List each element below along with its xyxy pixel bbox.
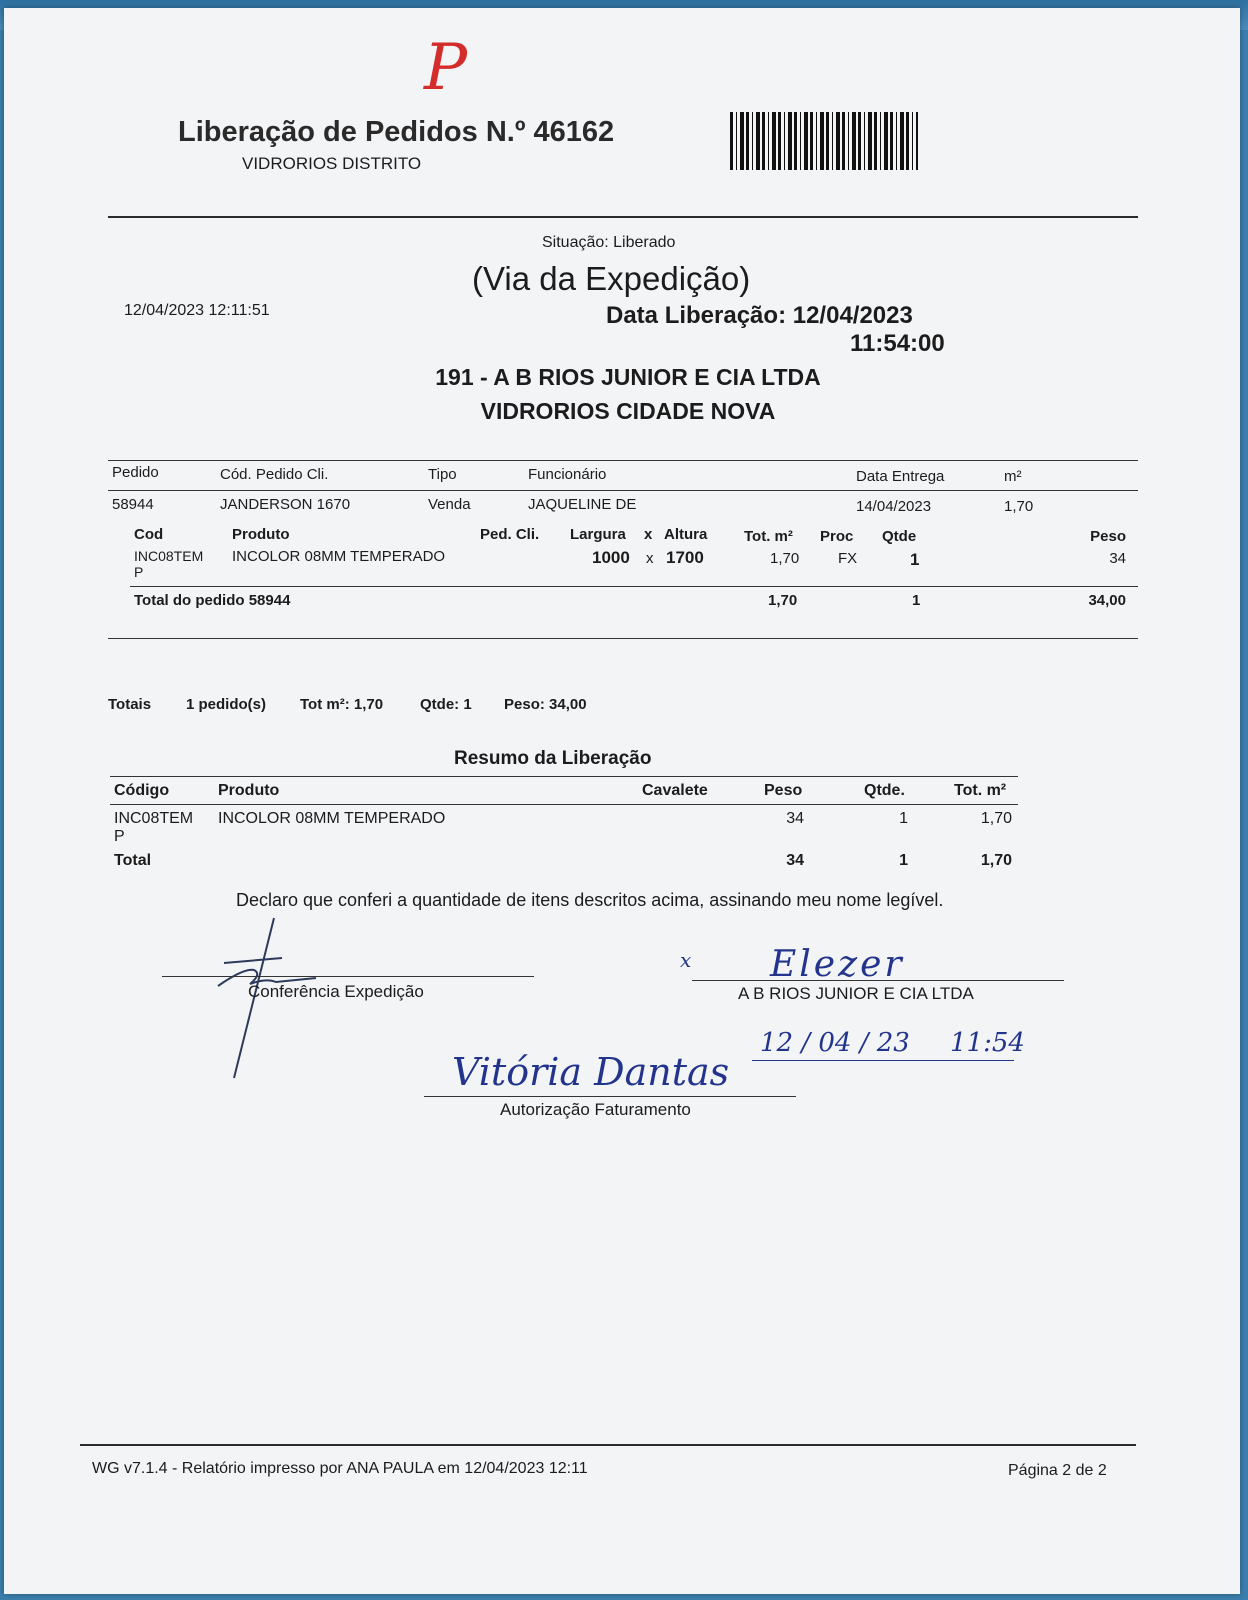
order-cod-pedido: JANDERSON 1670 — [220, 496, 351, 513]
col-funcionario-header: Funcionário — [528, 466, 607, 483]
order-total-m2: 1,70 — [768, 592, 798, 609]
resumo-col-tot-m2: Tot. m² — [954, 782, 1007, 799]
release-time: 11:54:00 — [850, 330, 945, 357]
totais-tot-m2: Tot m²: 1,70 — [300, 696, 384, 713]
cliente-handwritten-name: Elezer — [770, 944, 905, 985]
red-handwritten-mark: P — [424, 31, 468, 105]
col-peso-header: Peso — [1090, 528, 1126, 545]
handwritten-date: 12 / 04 / 23 — [760, 1028, 910, 1058]
autorizacao-handwritten-name: Vitória Dantas — [452, 1050, 730, 1094]
conferencia-signature-line — [162, 976, 534, 977]
item-cod-line2: P — [134, 564, 144, 580]
status-text: Situação: Liberado — [542, 234, 676, 251]
client-name: 191 - A B RIOS JUNIOR E CIA LTDA — [435, 364, 821, 390]
resumo-header-line — [110, 804, 1018, 805]
col-cod-pedido-header: Cód. Pedido Cli. — [220, 466, 329, 483]
col-produto-header: Produto — [232, 526, 290, 543]
col-altura-header: Altura — [664, 526, 708, 543]
resumo-col-peso: Peso — [764, 782, 803, 799]
col-ped-cli-header: Ped. Cli. — [480, 526, 540, 543]
order-total-label: Total do pedido 58944 — [134, 592, 291, 609]
col-proc-header: Proc — [820, 528, 854, 545]
col-cod-header: Cod — [134, 526, 164, 543]
order-tipo: Venda — [428, 496, 471, 513]
order-header-line — [108, 490, 1138, 491]
footer-printed-by: WG v7.1.4 - Relatório impresso por ANA PAULA em 12/04/2023 12:11 — [92, 1460, 588, 1477]
item-altura: 1700 — [666, 548, 704, 567]
item-produto: INCOLOR 08MM TEMPERADO — [232, 548, 446, 565]
order-m2: 1,70 — [1004, 498, 1034, 515]
cliente-x-mark: x — [680, 948, 692, 972]
col-pedido-header: Pedido — [112, 464, 159, 481]
resumo-col-produto: Produto — [218, 782, 280, 799]
cliente-label: A B RIOS JUNIOR E CIA LTDA — [738, 984, 974, 1003]
col-tipo-header: Tipo — [428, 466, 457, 483]
col-m2-header: m² — [1004, 468, 1022, 485]
document-page — [4, 8, 1240, 1594]
resumo-top-line — [110, 776, 1018, 777]
col-data-entrega-header: Data Entrega — [856, 468, 945, 485]
order-funcionario: JAQUELINE DE — [528, 496, 637, 513]
cliente-signature-line — [692, 980, 1064, 981]
resumo-title: Resumo da Liberação — [454, 748, 652, 769]
item-proc: FX — [838, 550, 858, 567]
resumo-col-codigo: Código — [114, 782, 170, 799]
conferencia-label: Conferência Expedição — [248, 982, 424, 1001]
totais-qtde: Qtde: 1 — [420, 696, 472, 713]
company-name: VIDRORIOS DISTRITO — [242, 154, 422, 173]
order-table-bottom-line — [108, 638, 1138, 639]
order-total-peso: 34,00 — [1088, 592, 1126, 609]
item-largura: 1000 — [592, 548, 630, 567]
item-tot-m2: 1,70 — [770, 550, 800, 567]
handwritten-date-underline — [752, 1060, 1014, 1061]
handwritten-time: 11:54 — [950, 1028, 1025, 1058]
order-total-line — [130, 586, 1138, 587]
resumo-tot-m2: 1,70 — [980, 810, 1012, 827]
resumo-total-peso: 34 — [786, 852, 804, 869]
order-pedido: 58944 — [112, 496, 154, 513]
autorizacao-label: Autorização Faturamento — [500, 1100, 691, 1119]
header-divider — [108, 216, 1138, 218]
order-table-top-line — [108, 460, 1138, 461]
store-name: VIDRORIOS CIDADE NOVA — [480, 398, 776, 424]
item-x: x — [646, 550, 654, 567]
resumo-qtde: 1 — [899, 810, 908, 827]
footer-divider — [80, 1444, 1136, 1446]
order-data-entrega: 14/04/2023 — [856, 498, 932, 515]
col-qtde-header: Qtde — [882, 528, 917, 545]
resumo-col-cavalete: Cavalete — [642, 782, 708, 799]
barcode — [730, 112, 918, 170]
item-qtde: 1 — [910, 550, 920, 569]
print-timestamp: 12/04/2023 12:11:51 — [124, 302, 270, 319]
resumo-col-qtde: Qtde. — [864, 782, 905, 799]
totais-label: Totais — [108, 696, 152, 713]
totais-peso: Peso: 34,00 — [504, 696, 587, 713]
col-x-header: x — [644, 526, 653, 543]
col-tot-m2-header: Tot. m² — [744, 528, 793, 545]
resumo-total-tot-m2: 1,70 — [980, 852, 1012, 869]
release-date: Data Liberação: 12/04/2023 — [606, 302, 913, 329]
resumo-codigo-line1: INC08TEM — [114, 810, 194, 827]
via-title: (Via da Expedição) — [472, 260, 751, 297]
footer-page-number: Página 2 de 2 — [1008, 1462, 1107, 1479]
item-peso: 34 — [1109, 550, 1126, 567]
page-title: Liberação de Pedidos N.º 46162 — [178, 116, 615, 148]
order-total-qtde: 1 — [912, 592, 921, 609]
resumo-codigo-line2: P — [114, 828, 125, 845]
col-largura-header: Largura — [570, 526, 626, 543]
declaration-text: Declaro que conferi a quantidade de itens descritos acima, assinando meu nome legível. — [236, 890, 944, 910]
item-cod-line1: INC08TEM — [134, 548, 204, 564]
resumo-peso: 34 — [786, 810, 804, 827]
resumo-produto: INCOLOR 08MM TEMPERADO — [218, 810, 446, 827]
autorizacao-signature-line — [424, 1096, 796, 1097]
resumo-total-label: Total — [114, 852, 152, 869]
totais-pedidos: 1 pedido(s) — [186, 696, 267, 713]
resumo-total-qtde: 1 — [899, 852, 908, 869]
